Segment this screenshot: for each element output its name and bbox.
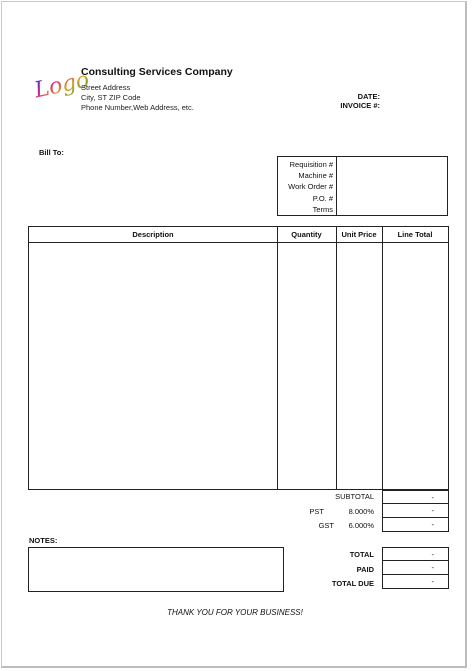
column-divider — [336, 227, 337, 489]
invoice-number-label: INVOICE #: — [340, 101, 380, 110]
column-divider — [277, 227, 278, 489]
total-due-label: TOTAL DUE — [331, 579, 374, 588]
paid-value: - — [382, 561, 449, 575]
notes-box — [28, 547, 284, 592]
requisition-label: Requisition # — [289, 160, 333, 169]
po-label: P.O. # — [312, 194, 333, 203]
total-label: TOTAL — [349, 550, 374, 559]
gst-label: GST — [318, 521, 334, 530]
address-line-2: City, ST ZIP Code — [81, 93, 141, 102]
company-name: Consulting Services Company — [81, 66, 233, 78]
pst-label: PST — [309, 507, 324, 516]
invoice-page — [1, 1, 467, 668]
reference-divider — [336, 157, 337, 215]
total-due-value: - — [382, 575, 449, 589]
line-items-table — [28, 226, 449, 490]
column-header-description: Description — [132, 230, 174, 239]
address-line-1: Street Address — [81, 83, 131, 92]
pst-rate: 8.000% — [348, 507, 374, 516]
column-header-quantity: Quantity — [291, 230, 322, 239]
subtotal-label: SUBTOTAL — [335, 492, 374, 501]
gst-value: - — [382, 518, 449, 532]
notes-label: NOTES: — [29, 536, 58, 545]
column-divider — [382, 227, 383, 489]
paid-label: PAID — [356, 565, 374, 574]
reference-box — [277, 156, 448, 216]
address-line-3: Phone Number,Web Address, etc. — [81, 103, 194, 112]
subtotal-value: - — [382, 490, 449, 504]
thank-you-message: THANK YOU FOR YOUR BUSINESS! — [167, 608, 303, 617]
table-header-divider — [29, 242, 448, 243]
machine-label: Machine # — [298, 171, 333, 180]
date-label: DATE: — [357, 92, 380, 101]
column-header-unit-price: Unit Price — [341, 230, 377, 239]
column-header-line-total: Line Total — [397, 230, 433, 239]
terms-label: Terms — [312, 205, 333, 214]
svg-text:Logo: Logo — [32, 67, 92, 104]
bill-to-label: Bill To: — [39, 148, 64, 157]
company-logo — [32, 60, 92, 106]
total-value: - — [382, 547, 449, 561]
pst-value: - — [382, 504, 449, 518]
gst-rate: 6.000% — [348, 521, 374, 530]
work-order-label: Work Order # — [288, 182, 333, 191]
